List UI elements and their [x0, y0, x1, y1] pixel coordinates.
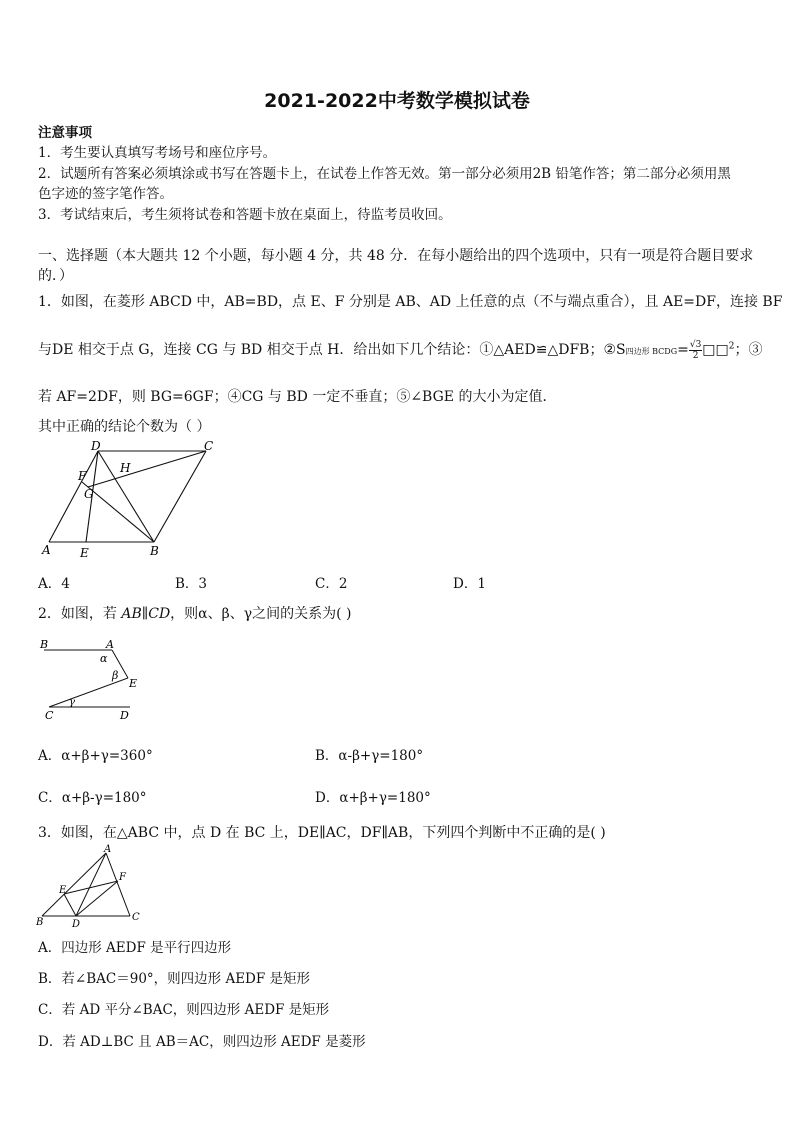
q1-stem-line3: 若 AF=2DF，则 BG=6GF；④CG 与 BD 一定不垂直；⑤∠BGE 的大小为定值．: [38, 389, 557, 405]
q3-option-d[interactable]: D．若 AD⊥BC 且 AB＝AC，则四边形 AEDF 是菱形: [38, 1034, 366, 1050]
q3-triangle-figure: [34, 843, 149, 931]
q2-stem-text: 2．如图，若: [38, 606, 122, 622]
q1-option-a[interactable]: A．4: [38, 576, 70, 592]
q2-option-a[interactable]: A．α+β+γ=360°: [38, 748, 153, 764]
q1-stem-text-end: ；③: [734, 342, 763, 358]
q1-label-C: C: [204, 439, 214, 453]
notice-item: 1．考生要认真填写考场号和座位序号。: [38, 145, 277, 161]
q2-label-alpha: α: [100, 652, 108, 665]
q1-sup: 2: [728, 341, 735, 352]
q3-label-C: C: [132, 912, 140, 923]
q1-option-b[interactable]: B．3: [175, 576, 208, 592]
q2-label-D: D: [120, 709, 129, 722]
q1-stem-line1: 1．如图，在菱形 ABCD 中，AB=BD，点 E、F 分别是 AB、AD 上任意的点（不与端点重合），且 AE=DF，连接 BF: [38, 294, 783, 310]
q3-label-D: D: [72, 919, 81, 930]
q2-cd: CD: [148, 606, 171, 622]
q2-label-beta: β: [112, 669, 119, 682]
q2-label-gamma: γ: [69, 697, 75, 708]
q3-option-c[interactable]: C．若 AD 平分∠BAC，则四边形 AEDF 是矩形: [38, 1002, 330, 1018]
q3-option-a[interactable]: A．四边形 AEDF 是平行四边形: [38, 940, 232, 956]
q1-label-G: G: [84, 487, 94, 501]
q1-label-B: B: [150, 544, 159, 558]
q1-stem-line2: [38, 339, 763, 361]
notice-item: 3．考试结束后，考生须将试卷和答题卡放在桌面上，待监考员收回。: [38, 207, 452, 223]
q2-label-C: C: [45, 709, 54, 722]
q1-subscript: 四边形 BCDG: [625, 347, 678, 356]
q2-option-b[interactable]: B．α-β+γ=180°: [315, 748, 424, 764]
section-heading: 一、选择题（本大题共 12 个小题，每小题 4 分，共 48 分．在每小题给出的四个选项中，只有一项是符合题目要求: [38, 248, 754, 264]
q1-label-A: A: [42, 543, 51, 557]
q2-option-c[interactable]: C．α+β-γ=180°: [38, 790, 147, 806]
q3-label-B: B: [36, 917, 44, 928]
q1-frac-den: 2: [692, 350, 699, 361]
q1-label-H: H: [120, 461, 131, 475]
q3-stem: 3．如图，在△ABC 中，点 D 在 BC 上，DE∥AC，DF∥AB，下列四个判断中不正确的是( ): [38, 825, 606, 841]
q1-option-d[interactable]: D．1: [453, 576, 486, 592]
section-heading-cont: 的．）: [38, 268, 73, 284]
q1-label-F: F: [78, 469, 87, 483]
q1-fraction: [689, 340, 702, 361]
q2-stem-text-end: ，则α、β、γ之间的关系为( ): [170, 606, 352, 622]
exam-title: 2021-2022中考数学模拟试卷: [264, 90, 530, 112]
q1-stem-text: 与DE 相交于点 G，连接 CG 与 BD 相交于点 H．给出如下几个结论：①△AED≌△DFB；②S: [38, 342, 626, 358]
q2-label-E: E: [129, 677, 138, 690]
q3-label-E: E: [59, 885, 67, 896]
q3-label-A: A: [104, 844, 112, 855]
q1-boxes: □□: [702, 342, 729, 358]
notice-heading: 注意事项: [38, 125, 92, 141]
q2-parallel-figure: [36, 635, 146, 725]
q2-label-B: B: [40, 638, 49, 651]
q1-equals: =: [677, 342, 689, 358]
q2-label-A: A: [106, 638, 114, 651]
q3-option-b[interactable]: B．若∠BAC＝90°，则四边形 AEDF 是矩形: [38, 971, 311, 987]
q3-label-F: F: [119, 872, 126, 883]
q2-ab: AB: [121, 606, 142, 622]
q1-frac-num: √3: [689, 339, 702, 350]
q1-question: 其中正确的结论个数为（ ）: [38, 419, 211, 435]
notice-item: 色字迹的签字笔作答。: [38, 186, 173, 202]
notice-item: 2．试题所有答案必须填涂或书写在答题卡上，在试卷上作答无效。第一部分必须用2B 铅笔作答；第二部分必须用黑: [38, 166, 731, 182]
q1-label-E: E: [80, 546, 89, 560]
q2-parallel: ∥: [141, 606, 149, 622]
q1-label-D: D: [91, 439, 101, 453]
q1-option-c[interactable]: C．2: [315, 576, 348, 592]
q1-rhombus-figure: [36, 438, 221, 563]
q2-option-d[interactable]: D．α+β+γ=180°: [315, 790, 431, 806]
q2-stem: [38, 603, 351, 623]
